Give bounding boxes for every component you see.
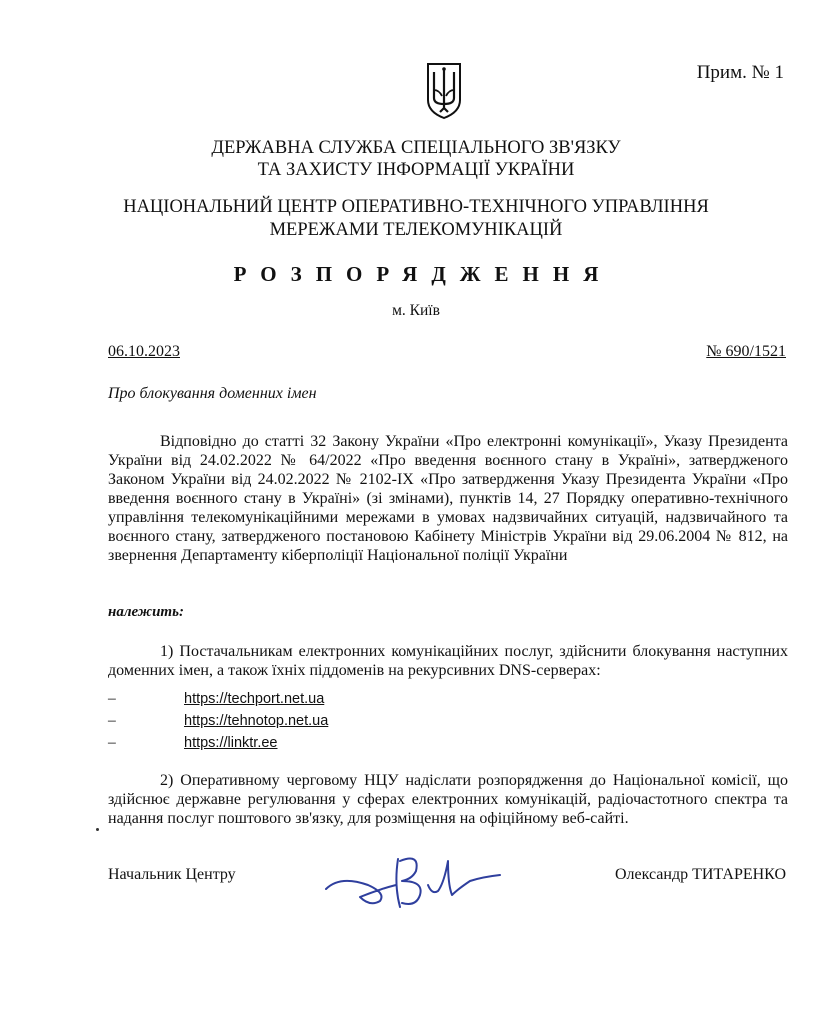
signatory-position: Начальник Центру [108,866,236,883]
domain-link[interactable]: https://techport.net.ua [184,691,325,707]
agency-name-line2: ТА ЗАХИСТУ ІНФОРМАЦІЇ УКРАЇНИ [257,160,575,180]
preamble-paragraph: Відповідно до статті 32 Закону України «Про електронні комунікації», Указу Президента України від 24.02.2022 № 64/2022 «Про введення воєнного стану в Україні», затвердженого Законом України від 24.02.2022 № 2102-IX «Про затвердження Указу Президента України «Про введення воєнного стану в Україні» (зі змінами), пунктів 14, 27 Порядку оперативно-технічного управління телекомунікаційними мережами в умовах надзвичайних ситуацій, надзвичайного та воєнного стану, затвердженого постановою Кабінету Міністрів України від 29.06.2004 № 812, на звернення Департаменту кіберполіції Національної поліції України [108,433,788,564]
signatory-name: Олександр ТИТАРЕНКО [614,866,786,883]
blocked-domains-list [108,688,328,754]
trident-coat-of-arms-icon [424,60,464,120]
center-name-line2: МЕРЕЖАМИ ТЕЛЕКОМУНІКАЦІЙ [269,220,563,240]
center-name-line1: НАЦІОНАЛЬНИЙ ЦЕНТР ОПЕРАТИВНО-ТЕХНІЧНОГО УПРАВЛІННЯ [123,197,709,217]
document-title: РОЗПОРЯДЖЕННЯ [233,262,613,286]
stray-mark [96,828,99,831]
agency-name [0,137,832,181]
list-item [108,710,328,732]
annex-label: Прим. № 1 [696,62,784,83]
agency-name-line1: ДЕРЖАВНА СЛУЖБА СПЕЦІАЛЬНОГО ЗВ'ЯЗКУ [211,138,621,158]
domain-link[interactable]: https://linktr.ee [184,735,278,751]
domain-link[interactable]: https://tehnotop.net.ua [184,713,329,729]
clause-2: 2) Оперативному черговому НЦУ надіслати розпорядження до Національної комісії, що здійснює державне регулювання у сферах електронних комунікацій, радіочастотного спектра та надання послуг поштового зв'язку, для розміщення на офіційному веб-сайті. [108,772,788,827]
list-dash: – [108,712,116,729]
handwritten-signature [320,845,510,915]
list-item [108,732,328,754]
list-item [108,688,328,710]
resolve-heading: належить: [108,604,184,620]
document-city: м. Київ [392,302,440,319]
document-subject: Про блокування доменних імен [108,385,317,402]
document-number: № 690/1521 [706,343,786,360]
document-date: 06.10.2023 [108,343,180,360]
list-dash: – [108,690,116,707]
clause-1: 1) Постачальникам електронних комунікаційних послуг, здійснити блокування наступних доменних імен, а також їхніх піддоменів на рекурсивних DNS-серверах: [108,643,788,679]
list-dash: – [108,734,116,751]
center-name [0,196,832,242]
